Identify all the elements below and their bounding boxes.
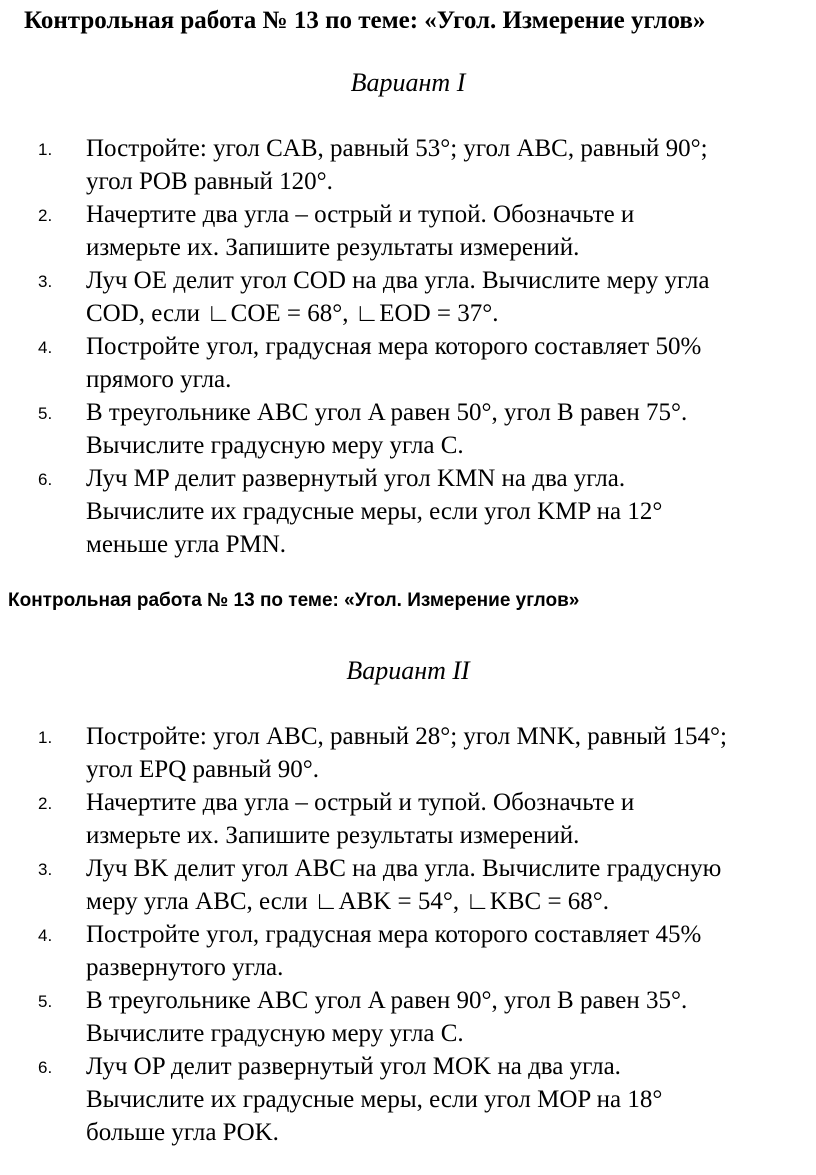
task-text-line: измерьте их. Запишите результаты измерений. bbox=[86, 234, 580, 261]
variant1-task-list bbox=[0, 132, 816, 561]
task-number: 3. bbox=[38, 272, 53, 291]
task-text-line: меньше угла PMN. bbox=[86, 531, 287, 558]
variant2-title: Контрольная работа № 13 по теме: «Угол. Измерение углов» bbox=[8, 590, 580, 611]
task-text-line: Луч OE делит угол COD на два угла. Вычислите меру угла bbox=[86, 267, 710, 294]
task-item bbox=[0, 1050, 816, 1149]
task-item bbox=[0, 852, 816, 918]
task-item bbox=[0, 330, 816, 396]
task-text-line: В треугольнике ABC угол A равен 90°, угол B равен 35°. bbox=[86, 987, 688, 1014]
task-text-line: угол POB равный 120°. bbox=[86, 168, 333, 195]
task-item bbox=[0, 396, 816, 462]
task-text-line: больше угла POK. bbox=[86, 1119, 279, 1146]
task-text-line: прямого угла. bbox=[86, 366, 232, 393]
task-text-line: меру угла ABC, если ∟ABK = 54°, ∟KBC = 68°. bbox=[86, 888, 610, 915]
task-text-line: угол EPQ равный 90°. bbox=[86, 756, 319, 783]
task-text-line: Вычислите их градусные меры, если угол MOP на 18° bbox=[86, 1086, 663, 1113]
task-number: 4. bbox=[38, 926, 53, 945]
variant1-title: Контрольная работа № 13 по теме: «Угол. Измерение углов» bbox=[24, 7, 706, 34]
task-item bbox=[0, 918, 816, 984]
task-item bbox=[0, 786, 816, 852]
task-item bbox=[0, 132, 816, 198]
task-item bbox=[0, 462, 816, 561]
task-number: 1. bbox=[38, 728, 53, 747]
task-text-line: Вычислите градусную меру угла C. bbox=[86, 432, 464, 459]
variant2-label: Вариант II bbox=[346, 656, 470, 685]
task-item bbox=[0, 198, 816, 264]
task-text-line: Постройте угол, градусная мера которого составляет 45% bbox=[86, 921, 702, 948]
task-text-line: COD, если ∟COE = 68°, ∟EOD = 37°. bbox=[86, 300, 499, 327]
task-text-line: развернутого угла. bbox=[86, 954, 284, 981]
task-number: 5. bbox=[38, 404, 53, 423]
task-text-line: Постройте: угол CAB, равный 53°; угол ABC, равный 90°; bbox=[86, 135, 708, 162]
task-number: 5. bbox=[38, 992, 53, 1011]
task-number: 6. bbox=[38, 1058, 53, 1077]
task-text-line: Луч MP делит развернутый угол KMN на два угла. bbox=[86, 465, 626, 492]
variant2-task-list bbox=[0, 720, 816, 1149]
task-text-line: Постройте: угол ABC, равный 28°; угол MNK, равный 154°; bbox=[86, 723, 727, 750]
task-item bbox=[0, 984, 816, 1050]
task-number: 4. bbox=[38, 338, 53, 357]
task-text-line: Начертите два угла – острый и тупой. Обозначьте и bbox=[86, 789, 635, 816]
task-number: 2. bbox=[38, 794, 53, 813]
task-text-line: Вычислите их градусные меры, если угол KMP на 12° bbox=[86, 498, 663, 525]
task-text-line: Начертите два угла – острый и тупой. Обозначьте и bbox=[86, 201, 635, 228]
task-item bbox=[0, 264, 816, 330]
task-text-line: Вычислите градусную меру угла C. bbox=[86, 1020, 464, 1047]
task-text-line: Луч BK делит угол ABC на два угла. Вычислите градусную bbox=[86, 855, 722, 882]
task-text-line: измерьте их. Запишите результаты измерений. bbox=[86, 822, 580, 849]
task-number: 3. bbox=[38, 860, 53, 879]
task-item bbox=[0, 720, 816, 786]
task-text-line: Луч OP делит развернутый угол MOK на два угла. bbox=[86, 1053, 621, 1080]
task-number: 2. bbox=[38, 206, 53, 225]
task-number: 1. bbox=[38, 140, 53, 159]
task-text-line: В треугольнике ABC угол A равен 50°, угол B равен 75°. bbox=[86, 399, 688, 426]
variant1-label: Вариант I bbox=[350, 68, 466, 97]
task-number: 6. bbox=[38, 470, 53, 489]
task-text-line: Постройте угол, градусная мера которого составляет 50% bbox=[86, 333, 702, 360]
